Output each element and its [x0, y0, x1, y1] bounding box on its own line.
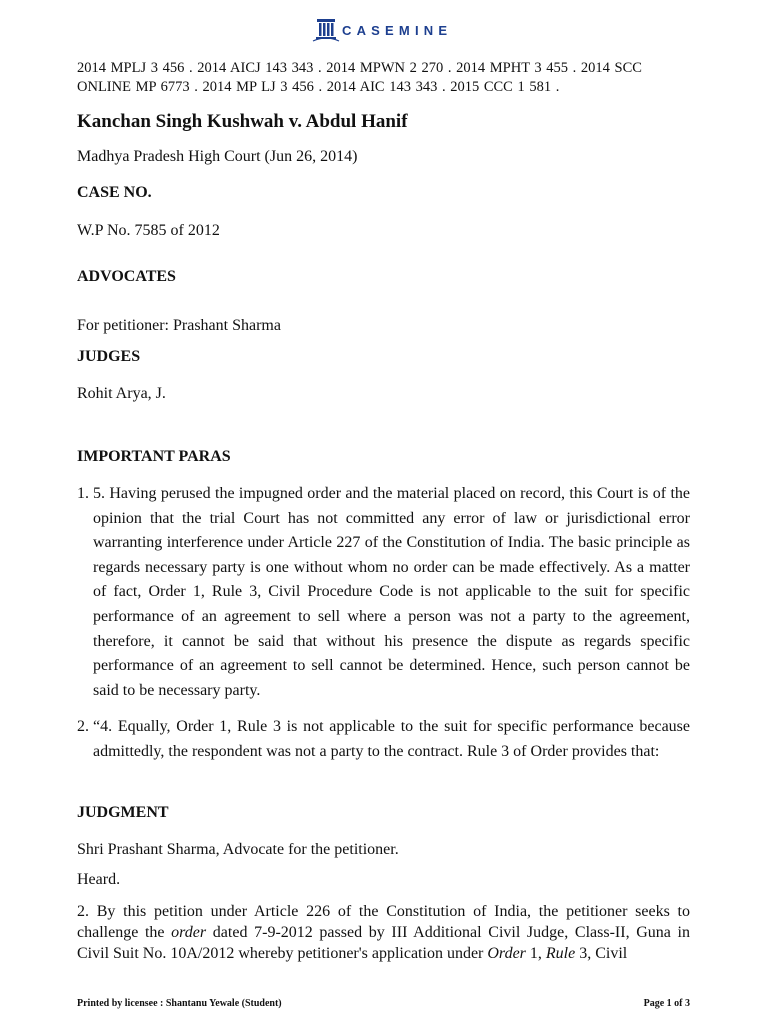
casemine-logo [312, 16, 462, 44]
case-title: Kanchan Singh Kushwah v. Abdul Hanif [77, 111, 408, 132]
para-text: 5. Having perused the impugned order and the material placed on record, this Court is of the opinion that the trial Court has not committed any error of law or jurisdictional error warranting interference under Article 227 of the Constitution of India. The basic principle as regards necessary party is one without whom no order can be made effectively. As a matter of fact, Order 1, Rule 3, Civil Procedure Code is not applicable to the suit for specific performance of an agreement to sell where a person was not a party to the agreement, therefore, it cannot be said that without his presence the dispute as regards specific performance of an agreement to sell cannot be determined. Hence, such person cannot be said to be necessary party. [93, 485, 690, 699]
judgment-line-2: Heard. [77, 871, 121, 888]
case-no-value: W.P No. 7585 of 2012 [77, 222, 220, 239]
judgment-line-1: Shri Prashant Sharma, Advocate for the petitioner. [77, 841, 399, 858]
important-paras-heading: IMPORTANT PARAS [77, 448, 231, 465]
judgment-heading: JUDGMENT [77, 804, 169, 821]
para-2-order-italic: order [171, 924, 207, 941]
para-number: 1. [77, 485, 89, 502]
para-2-text-d: 3, Civil [575, 945, 628, 962]
judges-value: Rohit Arya, J. [77, 385, 166, 402]
judgment-para-2 [77, 901, 690, 964]
important-paras-list [77, 482, 690, 765]
list-item [77, 482, 690, 703]
page-number: Page 1 of 3 [643, 998, 690, 1009]
para-text: “4. Equally, Order 1, Rule 3 is not applicable to the suit for specific performance because admittedly, the respondent was not a party to the contract. Rule 3 of Order provides that: [93, 718, 690, 760]
para-2-text-a: 2. By this petition under Article 226 of the Constitution of India, the petitioner seeks to challenge the [77, 903, 690, 941]
case-no-heading: CASE NO. [77, 184, 152, 201]
para-2-rule-italic: Rule [545, 945, 576, 962]
list-item [77, 715, 690, 764]
printed-by: Printed by licensee : Shantanu Yewale (Student) [77, 998, 282, 1009]
advocates-value: For petitioner: Prashant Sharma [77, 317, 281, 334]
brand-name: CASEMINE [342, 22, 453, 38]
para-number: 2. [77, 718, 89, 736]
citations: 2014 MPLJ 3 456 . 2014 AICJ 143 343 . 2014 MPWN 2 270 . 2014 MPHT 3 455 . 2014 SCC ONLINE MP 6773 . 2014 MP LJ 3 456 . 2014 AIC 143 343 . 2015 CCC 1 581 . [77, 60, 642, 95]
court-date: Madhya Pradesh High Court (Jun 26, 2014) [77, 148, 358, 165]
judges-heading: JUDGES [77, 348, 141, 365]
para-2-text-b: dated 7-9-2012 passed by III Additional Civil Judge, Class-II, Guna in Civil Suit No. 10A/2012 whereby petitioner's application under [77, 924, 691, 962]
para-2-order2-italic: Order [487, 945, 526, 962]
pillar-logo-icon [312, 17, 340, 43]
page-footer [77, 998, 690, 1009]
para-2-text-c: 1, [525, 945, 546, 962]
advocates-heading: ADVOCATES [77, 268, 176, 285]
